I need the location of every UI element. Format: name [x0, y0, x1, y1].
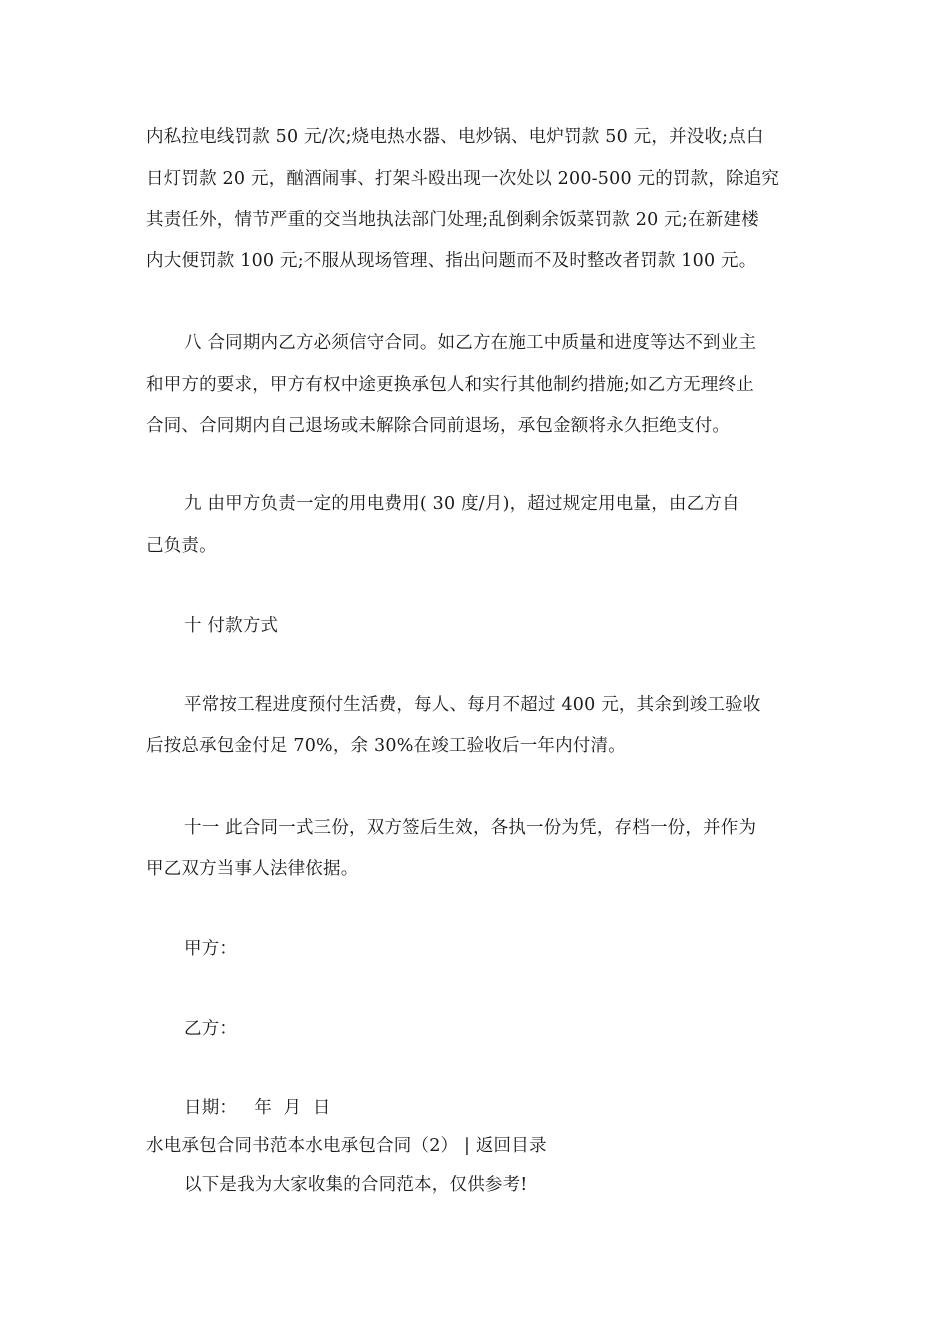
paragraph-7-line-1: 内私拉电线罚款 50 元/次;烧电热水器、电炒锅、电炉罚款 50 元，并没收;点白: [146, 127, 764, 147]
paragraph-7-line-4: 内大便罚款 100 元;不服从现场管理、指出问题而不及时整改者罚款 100 元。: [146, 251, 757, 271]
paragraph-10-heading: 十 付款方式: [184, 616, 279, 636]
paragraph-7-line-3: 其责任外，情节严重的交当地执法部门处理;乱倒剩余饭菜罚款 20 元;在新建楼: [146, 210, 759, 230]
section-intro: 以下是我为大家收集的合同范本，仅供参考!: [184, 1175, 528, 1195]
section-title: 水电承包合同书范本水电承包合同（2）: [146, 1136, 459, 1156]
paragraph-9-line-2: 己负责。: [146, 536, 217, 556]
paragraph-11-line-1: 十一 此合同一式三份，双方签后生效，各执一份为凭，存档一份，并作为: [184, 818, 757, 838]
paragraph-9-line-1: 九 由甲方负责一定的用电费用( 30 度/月)，超过规定用电量，由乙方自: [184, 494, 740, 514]
back-to-toc-link[interactable]: 返回目录: [475, 1136, 547, 1156]
paragraph-8-line-1: 八 合同期内乙方必须信守合同。如乙方在施工中质量和进度等达不到业主: [184, 333, 757, 353]
paragraph-8-line-2: 和甲方的要求，甲方有权中途更换承包人和实行其他制约措施;如乙方无理终止: [146, 375, 754, 395]
party-a-label: 甲方：: [184, 939, 238, 959]
paragraph-10-line-2: 后按总承包金付足 70%，余 30%在竣工验收后一年内付清。: [146, 736, 626, 756]
paragraph-8-line-3: 合同、合同期内自己退场或未解除合同前退场，承包金额将永久拒绝支付。: [146, 416, 731, 436]
paragraph-10-line-1: 平常按工程进度预付生活费，每人、每月不超过 400 元，其余到竣工验收: [184, 695, 761, 715]
party-b-label: 乙方：: [184, 1019, 238, 1039]
title-separator: |: [458, 1136, 476, 1156]
date-line: 日期： 年 月 日: [184, 1098, 331, 1118]
paragraph-11-line-2: 甲乙双方当事人法律依据。: [146, 859, 359, 879]
section-title-row: [146, 1134, 547, 1158]
paragraph-7-line-2: 日灯罚款 20 元，酗酒闹事、打架斗殴出现一次处以 200-500 元的罚款，除追究: [146, 169, 780, 189]
